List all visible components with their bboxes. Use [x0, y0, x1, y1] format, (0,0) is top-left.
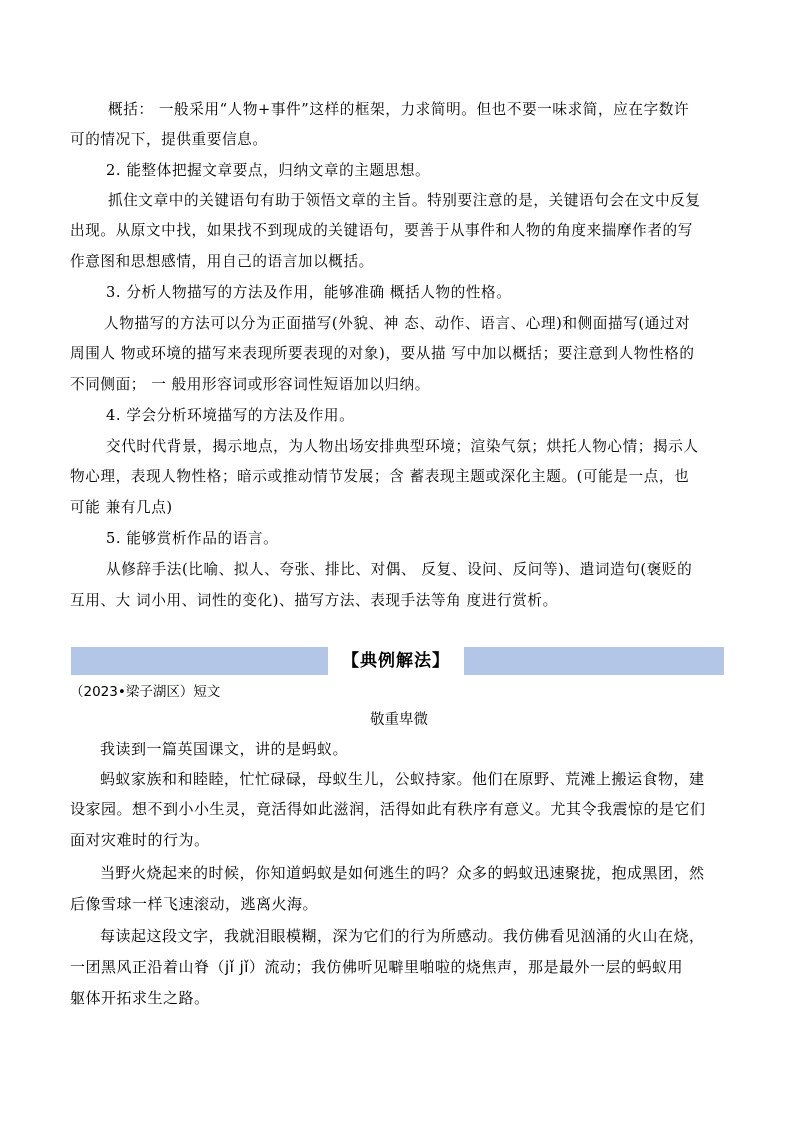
- point-5-line-1: 从修辞手法(比喻、拟人、夸张、排比、对偶、 反复、设问、反问等)、遣词造句(褒贬的: [106, 561, 693, 578]
- heading-point-2: 2. 能整体把握文章要点，归纳文章的主题思想。: [106, 162, 431, 179]
- point-4-line-1: 交代时代背景，揭示地点，为人物出场安排典型环境；渲染气氛；烘托人物心情；揭示人: [106, 438, 699, 455]
- point-2-line-1: 抓住文章中的关键语句有助于领悟文章的主旨。特别要注意的是，关键语句会在文中反复: [108, 192, 701, 209]
- point-3-line-3: 不同侧面； 一 般用形容词或形容词性短语加以归纳。: [70, 376, 430, 393]
- passage-para-4-line-2: 一团黑风正沿着山脊（jǐ jǐ）流动；我仿佛听见噼里啪啦的烧焦声，那是最外一层的蚂蚁用: [70, 958, 683, 976]
- heading-point-4: 4. 学会分析环境描写的方法及作用。: [106, 407, 355, 424]
- passage-para-1: 我读到一篇英国课文，讲的是蚂蚁。: [100, 740, 349, 758]
- method-overview-line-1: 概括： 一般采用“人物+事件”这样的框架，力求简明。但也不要一味求简，应在字数许: [108, 101, 690, 118]
- passage-para-2-line-3: 面对灾难时的行为。: [70, 831, 210, 849]
- banner-bar-left: [71, 647, 328, 675]
- passage-para-3-line-1: 当野火烧起来的时候，你知道蚂蚁是如何逃生的吗？众多的蚂蚁迅速聚拢，抱成黑团，然: [100, 864, 705, 882]
- method-overview-line-2: 可的情况下，提供重要信息。: [70, 131, 268, 148]
- banner-title: 【典例解法】: [342, 651, 450, 671]
- heading-point-5: 5. 能够赏析作品的语言。: [106, 530, 279, 547]
- point-3-line-2: 周围人 物或环境的描写来表现所要表现的对象)，要从描 写中加以概括；要注意到人物性格的: [70, 345, 695, 362]
- passage-para-4-line-1: 每读起这段文字，我就泪眼模糊，深为它们的行为所感动。我仿佛看见汹涌的火山在烧，: [100, 927, 705, 945]
- heading-point-3: 3. 分析人物描写的方法及作用，能够准确 概括人物的性格。: [106, 284, 512, 301]
- passage-title: 敬重卑微: [370, 712, 428, 728]
- point-2-line-3: 作意图和思想感情，用自己的语言加以概括。: [70, 253, 374, 270]
- section-banner: [71, 647, 724, 675]
- point-3-line-1: 人物描写的方法可以分为正面描写(外貌、神 态、动作、语言、心理)和侧面描写(通过对: [104, 315, 691, 332]
- point-4-line-3: 可能 兼有几点): [70, 499, 173, 516]
- passage-para-3-line-2: 后像雪球一样飞速滚动，逃离火海。: [70, 895, 319, 913]
- passage-para-2-line-2: 设家园。想不到小小生灵，竟活得如此滋润，活得如此有秩序有意义。尤其令我震惊的是它们: [70, 800, 706, 818]
- point-5-line-2: 互用、大 词小用、词性的变化)、描写方法、表现手法等角 度进行赏析。: [70, 592, 558, 609]
- passage-para-2-line-1: 蚂蚁家族和和睦睦，忙忙碌碌，母蚁生儿，公蚁持家。他们在原野、荒滩上搬运食物，建: [100, 770, 705, 788]
- banner-bar-right: [464, 647, 724, 675]
- point-4-line-2: 物心理，表现人物性格；暗示或推动情节发展；含 蓄表现主题或深化主题。(可能是一点，也: [70, 468, 690, 485]
- point-2-line-2: 出现。从原文中找，如果找不到现成的关键语句，要善于从事件和人物的角度来揣摩作者的写: [70, 222, 693, 239]
- example-source: （2023•梁子湖区）短文: [70, 684, 221, 700]
- passage-para-4-line-3: 躯体开拓求生之路。: [70, 989, 210, 1007]
